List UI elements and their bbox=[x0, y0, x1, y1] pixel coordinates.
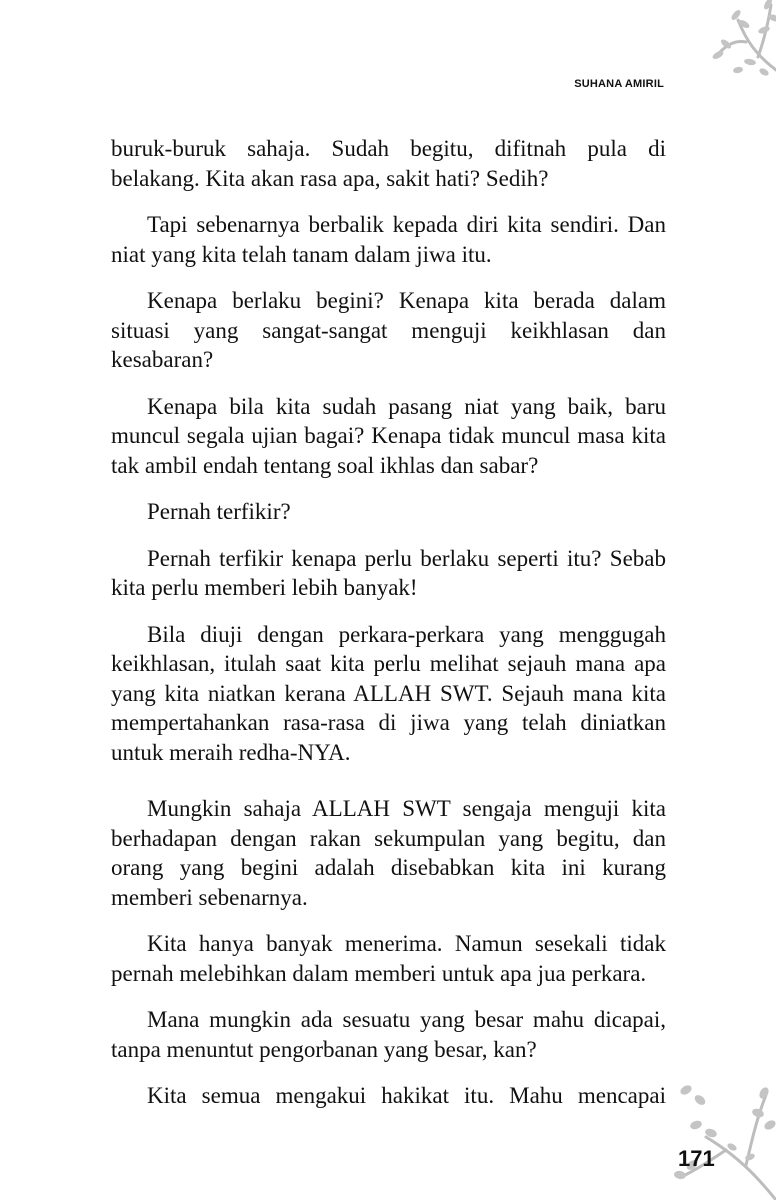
paragraph-5: Pernah terfikir? bbox=[147, 499, 291, 524]
branch-ornament-top bbox=[676, 0, 776, 90]
running-head-author: SUHANA AMIRIL bbox=[574, 78, 664, 90]
page-number: 171 bbox=[678, 1146, 715, 1171]
paragraph-3: Kenapa berlaku begini? Kenapa kita berada dalam situasi yang sangat-sangat menguji keikhlasan dan kesabaran? bbox=[111, 288, 666, 372]
paragraph-1: buruk-buruk sahaja. Sudah begitu, difitnah pula di belakang. Kita akan rasa apa, sakit hati? Sedih? bbox=[111, 136, 666, 191]
paragraph-7: Bila diuji dengan perkara-perkara yang menggugah keikhlasan, itulah saat kita perlu melihat sejauh mana apa yang kita niatkan kerana ALLAH SWT. Sejauh mana kita mempertahankan rasa-rasa di jiwa yang telah diniatkan untuk meraih redha-NYA. bbox=[111, 621, 666, 765]
paragraph-9: Kita hanya banyak menerima. Namun sesekali tidak pernah melebihkan dalam memberi untuk apa jua perkara. bbox=[111, 931, 666, 986]
body-text bbox=[111, 134, 666, 1128]
paragraph-6: Pernah terfikir kenapa perlu berlaku seperti itu? Sebab kita perlu memberi lebih banyak! bbox=[111, 545, 666, 600]
paragraph-4: Kenapa bila kita sudah pasang niat yang baik, baru muncul segala ujian bagai? Kenapa tidak muncul masa kita tak ambil endah tentang soal ikhlas dan sabar? bbox=[111, 393, 666, 478]
paragraph-11: Kita semua mengakui hakikat itu. Mahu mencapai bbox=[147, 1083, 666, 1108]
paragraph-2: Tapi sebenarnya berbalik kepada diri kita sendiri. Dan niat yang kita telah tanam dalam jiwa itu. bbox=[111, 212, 666, 267]
paragraph-10: Mana mungkin ada sesuatu yang besar mahu dicapai, tanpa menuntut pengorbanan yang besar, kan? bbox=[111, 1007, 666, 1062]
branch-ornament-bottom bbox=[666, 1065, 776, 1200]
paragraph-8: Mungkin sahaja ALLAH SWT sengaja menguji kita berhadapan dengan rakan sekumpulan yang begitu, dan orang yang begini adalah disebabkan kita ini kurang memberi sebenarnya. bbox=[111, 796, 666, 910]
